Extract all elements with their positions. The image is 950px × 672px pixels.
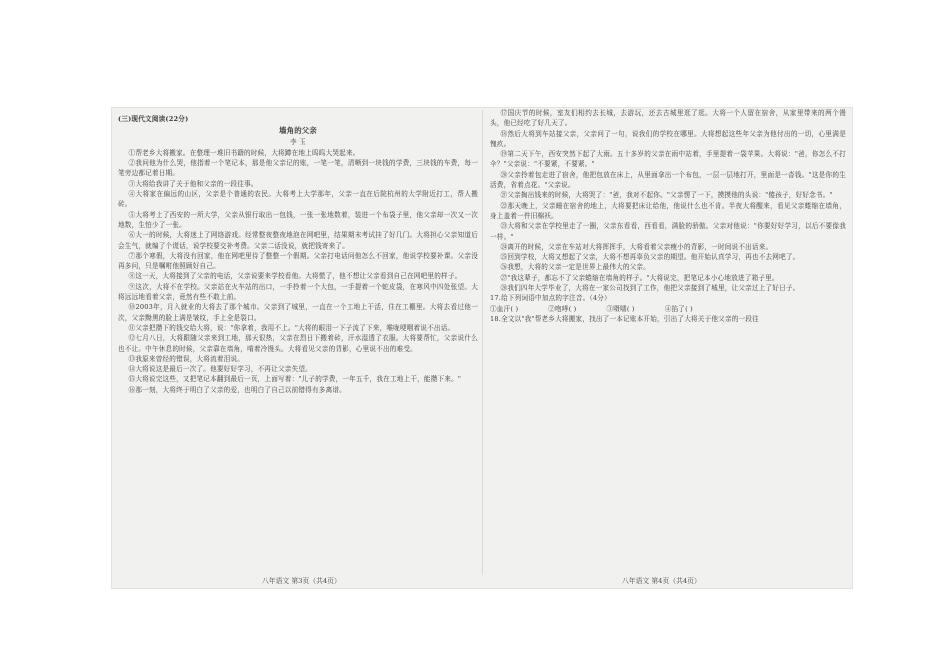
question-17-option: ①血汗( )	[490, 304, 519, 313]
paragraph: ⑯那一刻，大将终于明白了父亲的爱，也明白了自己以前错得有多离谱。	[128, 385, 346, 394]
question-17-options	[490, 304, 846, 314]
paragraph: ⑤大将考上了西安的一所大学，父亲从银行取出一包钱，一张一张地数着，装进一个布袋子里，他父亲却一次又一次地数，生怕少了一张。	[118, 210, 478, 229]
paragraph: ㉑父亲掏出钱来的时候，大将哭了："爸，我对不起你。"父亲愣了一下，摸摸他的头说："傻孩子，好好念书。"	[500, 191, 833, 200]
left-paragraphs	[118, 148, 478, 395]
paragraph: ㉔离开的时候，父亲在车站对大将挥挥手，大将看着父亲瘦小的背影，一时间说不出话来。	[500, 242, 773, 251]
question-17-option: ④掐了( )	[664, 304, 693, 313]
paragraph: ㉕回到学校，大将又想起了父亲，大将不想再辜负父亲的期望。他开始认真学习，再也不去网吧了。	[500, 253, 800, 262]
paragraph: ⑳父亲拎着包走进了宿舍，他把包放在床上，从里面拿出一个布包，一层一层地打开，里面是一沓钱。"这是你的生活费，省着点花。"父亲说。	[490, 170, 846, 190]
right-paragraphs	[490, 108, 846, 293]
paragraph: ⑩2003年，月入就业的大将去了那个城市。父亲到了城里，一直在一个工地上干活，住在工棚里。大将去看过他一次，父亲黝黑的脸上满是皱纹，手上全是裂口。	[118, 303, 478, 322]
paragraph: ⑬我原来曾经的错误，大将流着泪说。	[128, 354, 245, 363]
paragraph: ⑱然后大将到车站接父亲，父亲问了一句，说我们的学校在哪里。大将想起这些年父亲为他付出的一切，心里满是愧疚。	[490, 129, 846, 148]
paragraph: ⑮大将说完这些，又把笔记本翻到最后一页，上面写着："儿子的学费，一年五千，我在工地上干，能攒下来。"	[128, 375, 462, 384]
question-17: 17.给下列词语中加点的字注音。（4分）	[490, 294, 611, 303]
question-18: 18.全文以"我"帮老乡大将搬家，找出了一本记账本开始，引出了大将关于他父亲的一段往	[490, 314, 759, 323]
paragraph: ⑦那个寒假，大将没有回家，他在网吧里待了整整一个假期。父亲打电话问他怎么不回家，他说学校要补课。父亲没再多问，只是嘱咐他照顾好自己。	[118, 251, 478, 271]
right-page	[490, 108, 846, 578]
paragraph: ①帮老乡大将搬家。在整理一堆旧书籍的时候，大将蹲在地上呜呜大哭起来。	[128, 148, 360, 157]
paragraph: ③大将给我讲了关于他和父亲的一段往事。	[128, 179, 258, 188]
paragraph: ④大将家在偏远的山区，父亲是个普通的农民。大将考上大学那年，父亲一直在后院杭州的大学附近打工，帮人搬砖。	[118, 190, 478, 209]
paragraph: ⑪父亲把攒下的钱交给大将，说："你拿着，我用不上。"大将的眼泪一下子流了下来，喉咙哽咽着说不出话。	[128, 323, 455, 332]
paragraph: ⑰国庆节的时候，室友们相约去长城，去游玩，还去古城里逛了逛。大将一个人留在宿舍，从家里带来的两个馒头，他已经吃了好几天了。	[490, 109, 846, 128]
paragraph: ㉗"我这辈子，都忘不了父亲蜷缩在墙角的样子。"大将说完，把笔记本小心地放进了箱子里。	[500, 273, 779, 282]
right-page-footer: 八年语文 第4页（共4页）	[622, 577, 701, 585]
question-17-option: ②咆哮( )	[548, 304, 577, 313]
page-divider	[482, 110, 483, 575]
left-page-footer: 八年语文 第3页（共4页）	[262, 577, 341, 585]
paragraph: ②我问他为什么哭，他指着一个笔记本，那是他父亲记的账，一笔一笔，清晰到一块钱的学费，三块钱的车费，每一笔旁边都记着日期。	[118, 159, 478, 178]
paragraph: ⑭大将说这是最后一次了。他要好好学习，不再让父亲失望。	[128, 365, 312, 374]
left-page	[118, 108, 478, 578]
paragraph: ㉒那天晚上，父亲睡在宿舍的地上，大将要把床让给他，他说什么也不肯。半夜大将醒来，看见父亲蜷缩在墙角，身上盖着一件旧棉袄。	[490, 201, 846, 220]
paragraph: ㉓大将和父亲在学校里走了一圈，父亲东看看，西看看，满脸的骄傲。父亲对他说："你要好好学习，以后不要像我一样。"	[490, 222, 846, 241]
paragraph: ⑥大一的时候，大将迷上了网络游戏。经常整夜整夜地泡在网吧里，结果期末考试挂了好几门。大将担心父亲知道后会生气，就编了个谎话，说学校要交补考费。父亲二话没说，就把钱寄来了。	[118, 231, 478, 250]
paragraph: ⑧这一天，大将接到了父亲的电话，父亲说要来学校看他。大将慌了，他不想让父亲看到自己在网吧里的样子。	[128, 272, 462, 281]
exam-spread	[112, 108, 852, 588]
paragraph: ⑫七月八日，大将跟随父亲来到工地，那天很热，父亲在烈日下搬着砖，汗水湿透了衣服。大将要帮忙，父亲说什么也不让。中午休息的时候，父亲靠在墙角，啃着冷馒头。大将看见父亲的背影，心里说不出的难受。	[118, 334, 478, 353]
paragraph: ⑨这次，大将不在学校。父亲站在火车站的出口，一手拎着一个大包，一手提着一个蛇皮袋，在寒风中四处张望。大将远远地看着父亲，竟然有些不敢上前。	[118, 282, 478, 302]
article-title: 墙角的父亲	[279, 126, 317, 136]
paragraph: ⑲第二天下午，西安突然下起了大雨。五十多岁的父亲在雨中站着，手里提着一袋苹果。大将说："爸，你怎么不打伞？"父亲说："不要紧，不要紧。"	[490, 150, 846, 169]
article-author: 李 玉	[290, 137, 306, 146]
paragraph: ㉘我们四年大学毕业了，大将在一家公司找到了工作，他把父亲接到了城里，让父亲过上了好日子。	[500, 284, 800, 293]
question-17-option: ③嗫嚅( )	[606, 304, 635, 313]
paragraph: ㉖我想，大将的父亲一定是世界上最伟大的父亲。	[500, 263, 651, 272]
section-title: (三)现代文阅读(22分)	[118, 115, 189, 123]
